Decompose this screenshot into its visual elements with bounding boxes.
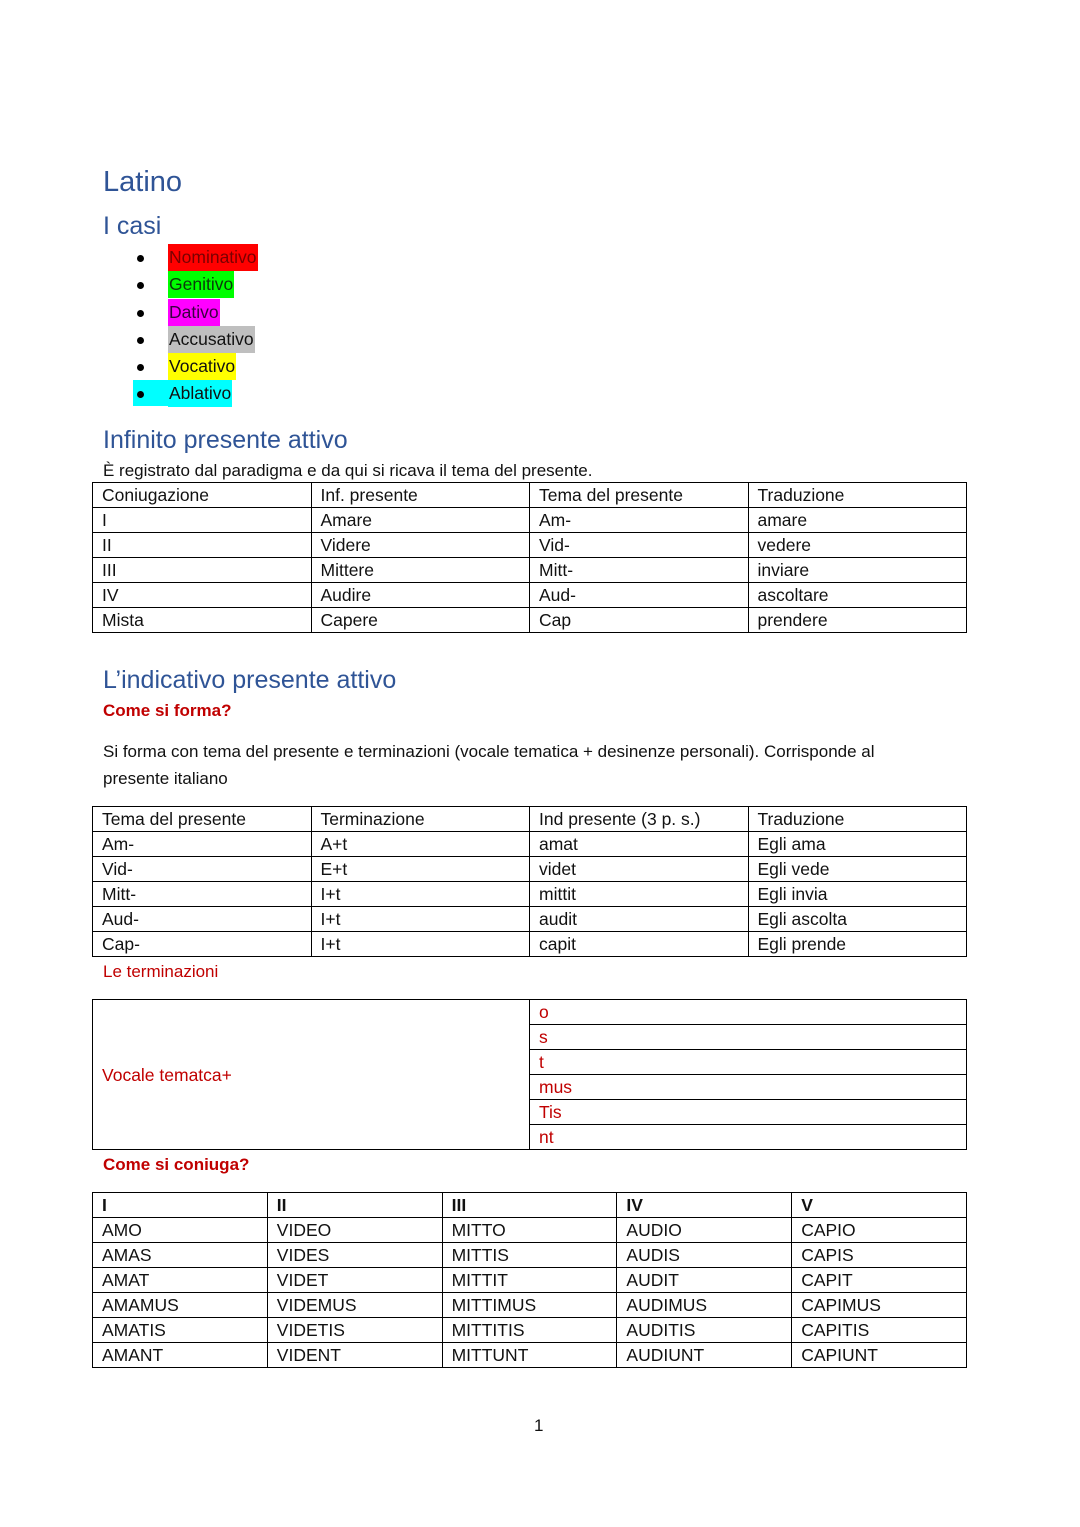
table-cell: audit [530,907,749,932]
table-header-cell: Coniugazione [93,483,312,508]
table-row [93,533,967,558]
table-cell: Egli ama [748,832,967,857]
table-cell: III [93,558,312,583]
table-row [93,882,967,907]
table-cell: amat [530,832,749,857]
table-cell: Vid- [530,533,749,558]
table-row [93,1268,967,1293]
ending-cell: nt [530,1125,967,1150]
table-cell: MITTO [442,1218,617,1243]
question-coniuga: Come si coniuga? [103,1155,250,1174]
table-header-cell: Tema del presente [530,483,749,508]
table-header-cell: Ind presente (3 p. s.) [530,807,749,832]
table-cell: CAPIUNT [792,1343,967,1368]
table-cell: AMO [93,1218,268,1243]
table-cell: AUDIO [617,1218,792,1243]
table-cell: VIDETIS [267,1318,442,1343]
table-cell: Cap [530,608,749,633]
table-cell: Aud- [530,583,749,608]
vocale-tematica-cell: Vocale tematca+ [93,1000,530,1150]
table-cell: I+t [311,882,530,907]
case-label: Dativo [168,299,220,326]
table-row [93,1318,967,1343]
table-cell: VIDEMUS [267,1293,442,1318]
table-cell: Egli ascolta [748,907,967,932]
bullet-icon [137,255,144,262]
table-row [93,857,967,882]
table-cell: mittit [530,882,749,907]
table-cell: AMAT [93,1268,268,1293]
table-header-cell: I [93,1193,268,1218]
table-row [93,1000,967,1025]
table-header-cell: Traduzione [748,807,967,832]
table-cell: vedere [748,533,967,558]
table-header-row [93,807,967,832]
table-cell: CAPIS [792,1243,967,1268]
cases-heading: I casi [103,212,162,240]
table-header-row [93,483,967,508]
table-cell: A+t [311,832,530,857]
table-cell: Amare [311,508,530,533]
table-cell: CAPIMUS [792,1293,967,1318]
table-row [93,932,967,957]
table-row [93,1218,967,1243]
ending-cell: s [530,1025,967,1050]
case-label: Accusativo [168,326,255,353]
table-row [93,907,967,932]
table-header-cell: Traduzione [748,483,967,508]
table-cell: Mittere [311,558,530,583]
table-cell: CAPIO [792,1218,967,1243]
table-header-row [93,1193,967,1218]
table-cell: MITTITIS [442,1318,617,1343]
case-label: Ablativo [168,380,232,407]
table-row [93,583,967,608]
infinito-heading: Infinito presente attivo [103,426,348,454]
table-cell: CAPIT [792,1268,967,1293]
table-row [93,1243,967,1268]
table-cell: MITTIS [442,1243,617,1268]
question-forma: Come si forma? [103,701,232,720]
table-cell: amare [748,508,967,533]
table-cell: Aud- [93,907,312,932]
table-row [93,508,967,533]
table-header-cell: V [792,1193,967,1218]
page-number: 1 [534,1416,544,1435]
table-cell: VIDET [267,1268,442,1293]
table-cell: AMAMUS [93,1293,268,1318]
table-header-cell: Inf. presente [311,483,530,508]
ending-cell: o [530,1000,967,1025]
table-cell: Mitt- [93,882,312,907]
table-cell: AMAS [93,1243,268,1268]
table-cell: Mista [93,608,312,633]
table-row [93,558,967,583]
table-cell: VIDES [267,1243,442,1268]
case-label: Nominativo [168,244,258,271]
table-cell: Vid- [93,857,312,882]
case-label: Vocativo [168,353,236,380]
table-header-cell: II [267,1193,442,1218]
table-cell: I+t [311,932,530,957]
indicativo-table [92,806,967,957]
table-cell: IV [93,583,312,608]
table-cell: Am- [530,508,749,533]
indicativo-paragraph-line1: Si forma con tema del presente e terminazioni (vocale tematica + desinenze personali). Corrisponde al [103,742,875,761]
table-cell: AUDIS [617,1243,792,1268]
indicativo-paragraph-line2: presente italiano [103,769,228,788]
table-cell: Videre [311,533,530,558]
infinito-table [92,482,967,633]
terminazioni-label: Le terminazioni [103,962,219,981]
table-cell: AMANT [93,1343,268,1368]
table-cell: AMATIS [93,1318,268,1343]
table-row [93,1293,967,1318]
table-cell: Cap- [93,932,312,957]
table-cell: AUDIUNT [617,1343,792,1368]
table-row [93,832,967,857]
conjugation-table [92,1192,967,1368]
table-cell: MITTIT [442,1268,617,1293]
table-cell: I+t [311,907,530,932]
table-cell: AUDIMUS [617,1293,792,1318]
ending-cell: Tis [530,1100,967,1125]
table-cell: capit [530,932,749,957]
table-cell: ascoltare [748,583,967,608]
table-cell: AUDIT [617,1268,792,1293]
table-cell: VIDEO [267,1218,442,1243]
table-cell: videt [530,857,749,882]
case-label: Genitivo [168,271,234,298]
infinito-intro: È registrato dal paradigma e da qui si ricava il tema del presente. [103,461,593,480]
table-cell: Egli vede [748,857,967,882]
indicativo-heading: L’indicativo presente attivo [103,666,397,694]
table-cell: Egli prende [748,932,967,957]
table-cell: CAPITIS [792,1318,967,1343]
ending-cell: mus [530,1075,967,1100]
table-row [93,1343,967,1368]
table-cell: Capere [311,608,530,633]
table-cell: II [93,533,312,558]
table-header-cell: IV [617,1193,792,1218]
table-cell: Egli invia [748,882,967,907]
bullet-icon [137,337,144,344]
table-cell: Am- [93,832,312,857]
table-cell: inviare [748,558,967,583]
table-cell: AUDITIS [617,1318,792,1343]
table-header-cell: Terminazione [311,807,530,832]
ending-cell: t [530,1050,967,1075]
table-cell: I [93,508,312,533]
table-header-cell: III [442,1193,617,1218]
table-cell: MITTUNT [442,1343,617,1368]
table-row [93,608,967,633]
terminazioni-table [92,999,967,1150]
table-cell: MITTIMUS [442,1293,617,1318]
table-cell: prendere [748,608,967,633]
document-title: Latino [103,166,183,198]
table-cell: Mitt- [530,558,749,583]
table-header-cell: Tema del presente [93,807,312,832]
bullet-icon [137,310,144,317]
table-cell: Audire [311,583,530,608]
table-cell: E+t [311,857,530,882]
table-cell: VIDENT [267,1343,442,1368]
